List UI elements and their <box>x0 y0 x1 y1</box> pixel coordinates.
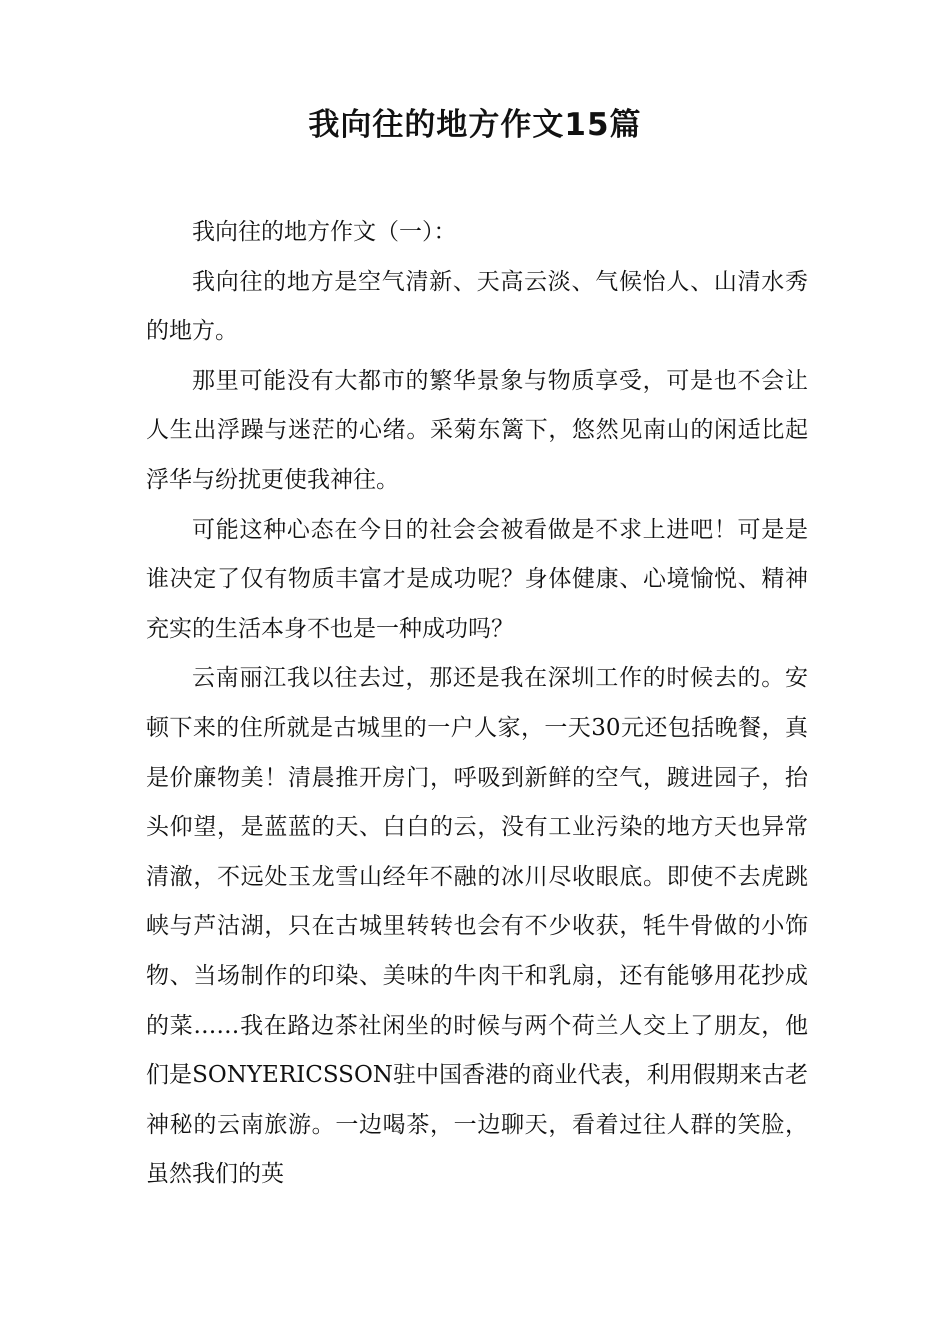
paragraph-4: 可能这种心态在今日的社会会被看做是不求上进吧！可是是谁决定了仅有物质丰富才是成功呢？身体健康、心境愉悦、精神充实的生活本身不也是一种成功吗？ <box>146 516 808 642</box>
paragraph-1: 我向往的地方作文（一）： <box>192 219 457 245</box>
paragraph-5: 云南丽江我以往去过，那还是我在深圳工作的时候去的。安顿下来的住所就是古城里的一户人家，一天30元还包括晚餐，真是价廉物美！清晨推开房门，呼吸到新鲜的空气，踱进园子，抬头仰望，是蓝蓝的天、白白的云，没有工业污染的地方天也异常清澈，不远处玉龙雪山经年不融的冰川尽收眼底。即使不去虎跳峡与芦沽湖，只在古城里转转也会有不少收获，牦牛骨做的小饰物、当场制作的印染、美味的牛肉干和乳扇，还有能够用花抄成的菜……我在路边茶社闲坐的时候与两个荷兰人交上了朋友，他们是SONYERICSSON驻中国香港的商业代表，利用假期来古老神秘的云南旅游。一边喝茶，一边聊天，看着过往人群的笑脸，虽然我们的英 <box>146 665 808 1188</box>
document-title: 我向往的地方作文15篇 <box>308 107 642 143</box>
document-body <box>146 208 808 1200</box>
paragraph-3: 那里可能没有大都市的繁华景象与物质享受，可是也不会让人生出浮躁与迷茫的心绪。采菊东篱下，悠然见南山的闲适比起浮华与纷扰更使我神往。 <box>146 367 808 493</box>
paragraph-2: 我向往的地方是空气清新、天高云淡、气候怡人、山清水秀的地方。 <box>146 268 808 345</box>
